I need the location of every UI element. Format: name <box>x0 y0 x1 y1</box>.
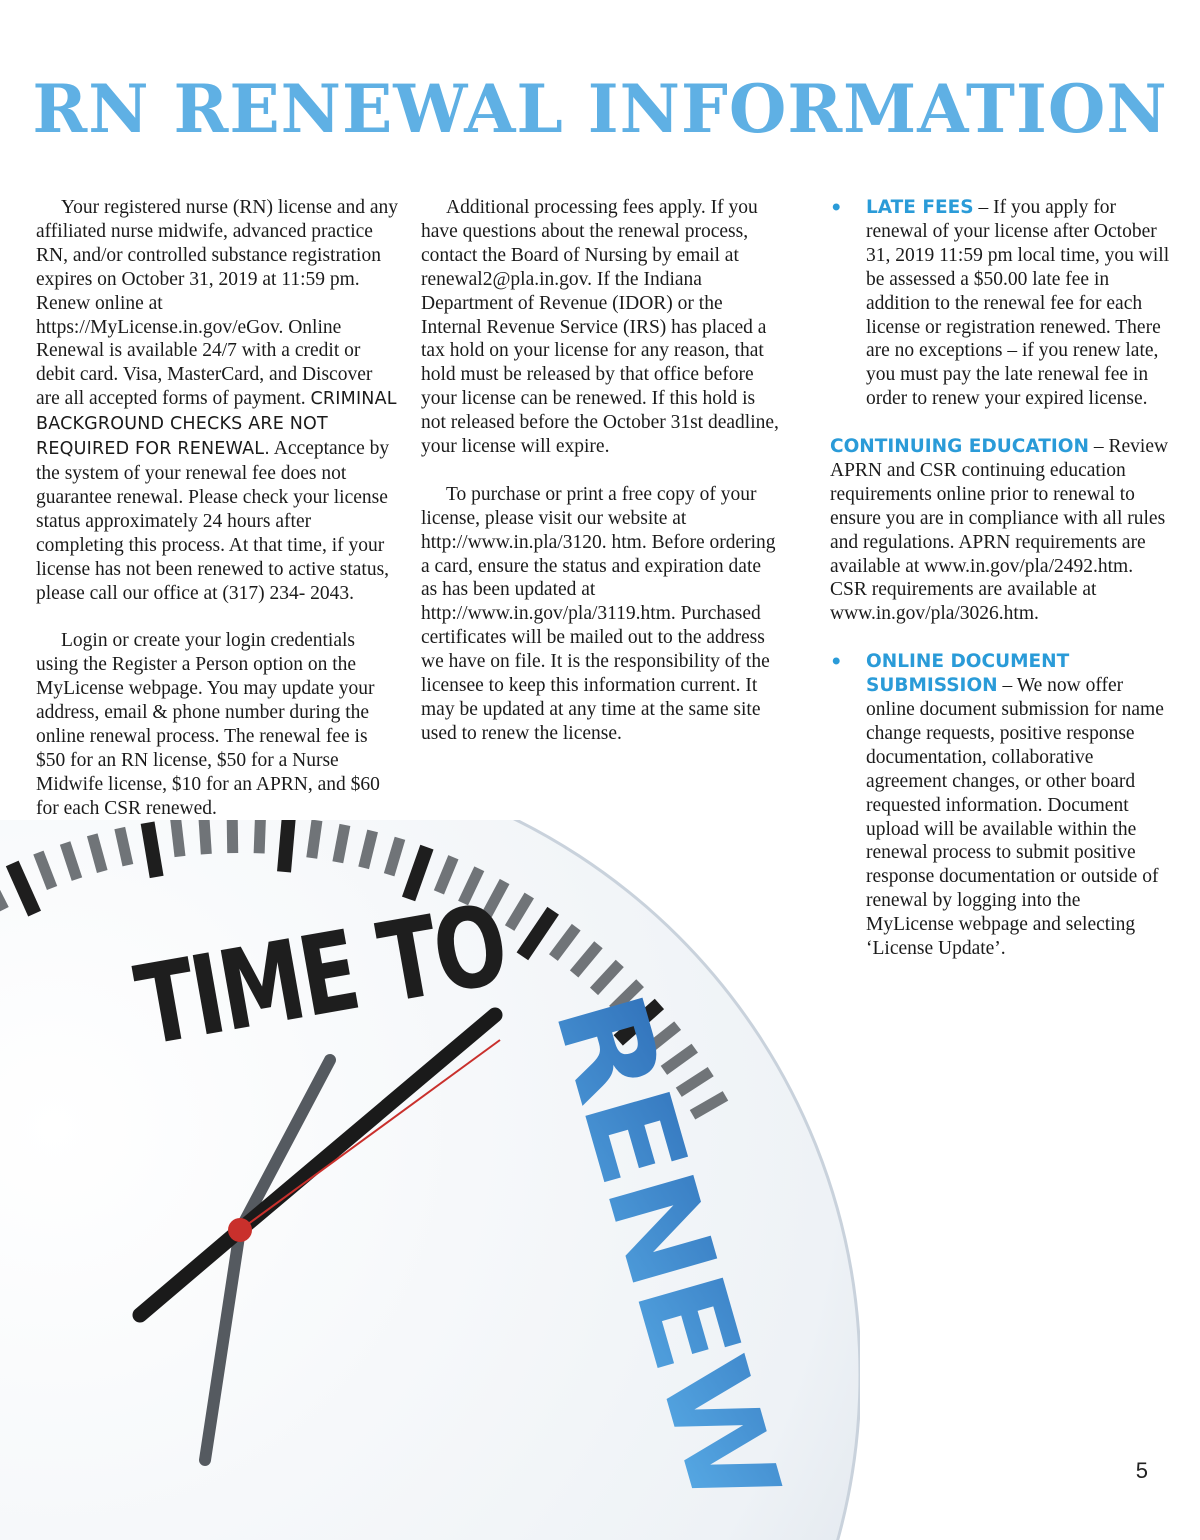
page-title: RN RENEWAL INFORMATION <box>32 70 1168 148</box>
bullet-icon: • <box>830 196 843 219</box>
clock-center <box>228 1218 252 1242</box>
page-number: 5 <box>1135 1458 1148 1483</box>
renew-word: RENEW <box>527 979 791 1469</box>
column-1 <box>36 196 398 844</box>
continuing-education-item <box>830 435 1170 626</box>
background-check-notice: CRIMINAL BACKGROUND CHECKS ARE NOT REQUIRED FOR RENEWAL. <box>36 389 397 460</box>
clock-tick <box>232 820 233 853</box>
renewal-status-text: Acceptance by the system of your renewal fee does not guarantee renewal. Please check your license status approximately 24 hours after completing this process. At that time, if your license has not been renewed to active status, please call our office at (317) 234- 2043. <box>36 438 390 604</box>
clock-tick <box>312 820 317 858</box>
clock-icon <box>0 820 860 1540</box>
late-fees-item <box>830 196 1170 411</box>
online-document-text: – We now offer online document submission for name change requests, positive response documentation, collaborative agreement changes, or other board requested information. Document upload will be available within the renewal process to submit positive response documentation or outside of renewal by logging into the MyLicense webpage and selecting ‘License Update’. <box>866 675 1164 960</box>
online-document-heading: ONLINE DOCUMENT SUBMISSION <box>866 651 1070 697</box>
paragraph-processing-fees: Additional processing fees apply. If you have questions about the renewal process, contact the Board of Nursing by email at renewal2@pla.in.gov. If the Indiana Department of Revenue (IDOR) or the Internal Revenue Service (IRS) has placed a tax hold on your license for any reason, that hold must be released by that office before your license can be renewed. If this hold is not released before the October 31st deadline, your license will expire. <box>421 197 779 458</box>
time-to-word: TIME TO <box>127 861 622 1071</box>
continuing-education-heading: CONTINUING EDUCATION <box>830 436 1089 458</box>
column-3 <box>830 196 1170 985</box>
clock-tick <box>284 820 289 872</box>
clock-tick <box>176 820 180 856</box>
continuing-education-text: – Review APRN and CSR continuing education requirements online prior to renewal to ensure you are in compliance with all rules and regulations. APRN requirements are available at www.in.gov/pla/2492.htm. CSR requirements are available at www.in.gov/pla/3026.htm. <box>830 436 1169 625</box>
bullet-icon: • <box>830 650 843 674</box>
late-fees-heading: LATE FEES <box>866 197 974 218</box>
paragraph-license-copy: To purchase or print a free copy of your license, please visit our website at http://www.in.pla/3120. htm. Before ordering a card, ensure the status and expiration date as has been updated at http://www.in.gov/pla/3119.htm. Purchased certificates will be mailed out to the address we have on file. It is the responsibility of the licensee to keep this information current. It may be updated at any time at the same site used to renew the license. <box>421 483 776 744</box>
license-expiry-text: Your registered nurse (RN) license and any affiliated nurse midwife, advanced practice RN, and/or controlled substance registration expires on October 31, 2019 at 11:59 pm. Renew online at https://MyLicense.in.gov/eGov. Online Renewal is available 24/7 with a credit or debit card. Visa, MasterCard, and Discover are all accepted forms of payment. <box>36 197 399 410</box>
clock-tick <box>259 820 260 853</box>
column-2 <box>421 196 779 770</box>
online-document-item <box>830 650 1170 961</box>
late-fees-text: – If you apply for renewal of your license after October 31, 2019 11:59 pm local time, you will be assessed a $50.00 late fee in addition to the renewal fee for each license or registration renewed. There are no exceptions – if you renew late, you must pay the late renewal fee in order to renew your expired license. <box>866 197 1170 410</box>
clock-tick <box>148 823 157 877</box>
clock-tick <box>204 820 206 854</box>
paragraph-login-fees: Login or create your login credentials using the Register a Person option on the MyLicense webpage. You may update your address, email & phone number during the online renewal process. The renewal fee is $50 for an RN license, $50 for a Nurse Midwife license, $10 for an APRN, and $60 for each CSR renewed. <box>36 630 380 819</box>
paragraph-license-expiry <box>36 196 398 605</box>
clock-tick <box>338 825 345 862</box>
